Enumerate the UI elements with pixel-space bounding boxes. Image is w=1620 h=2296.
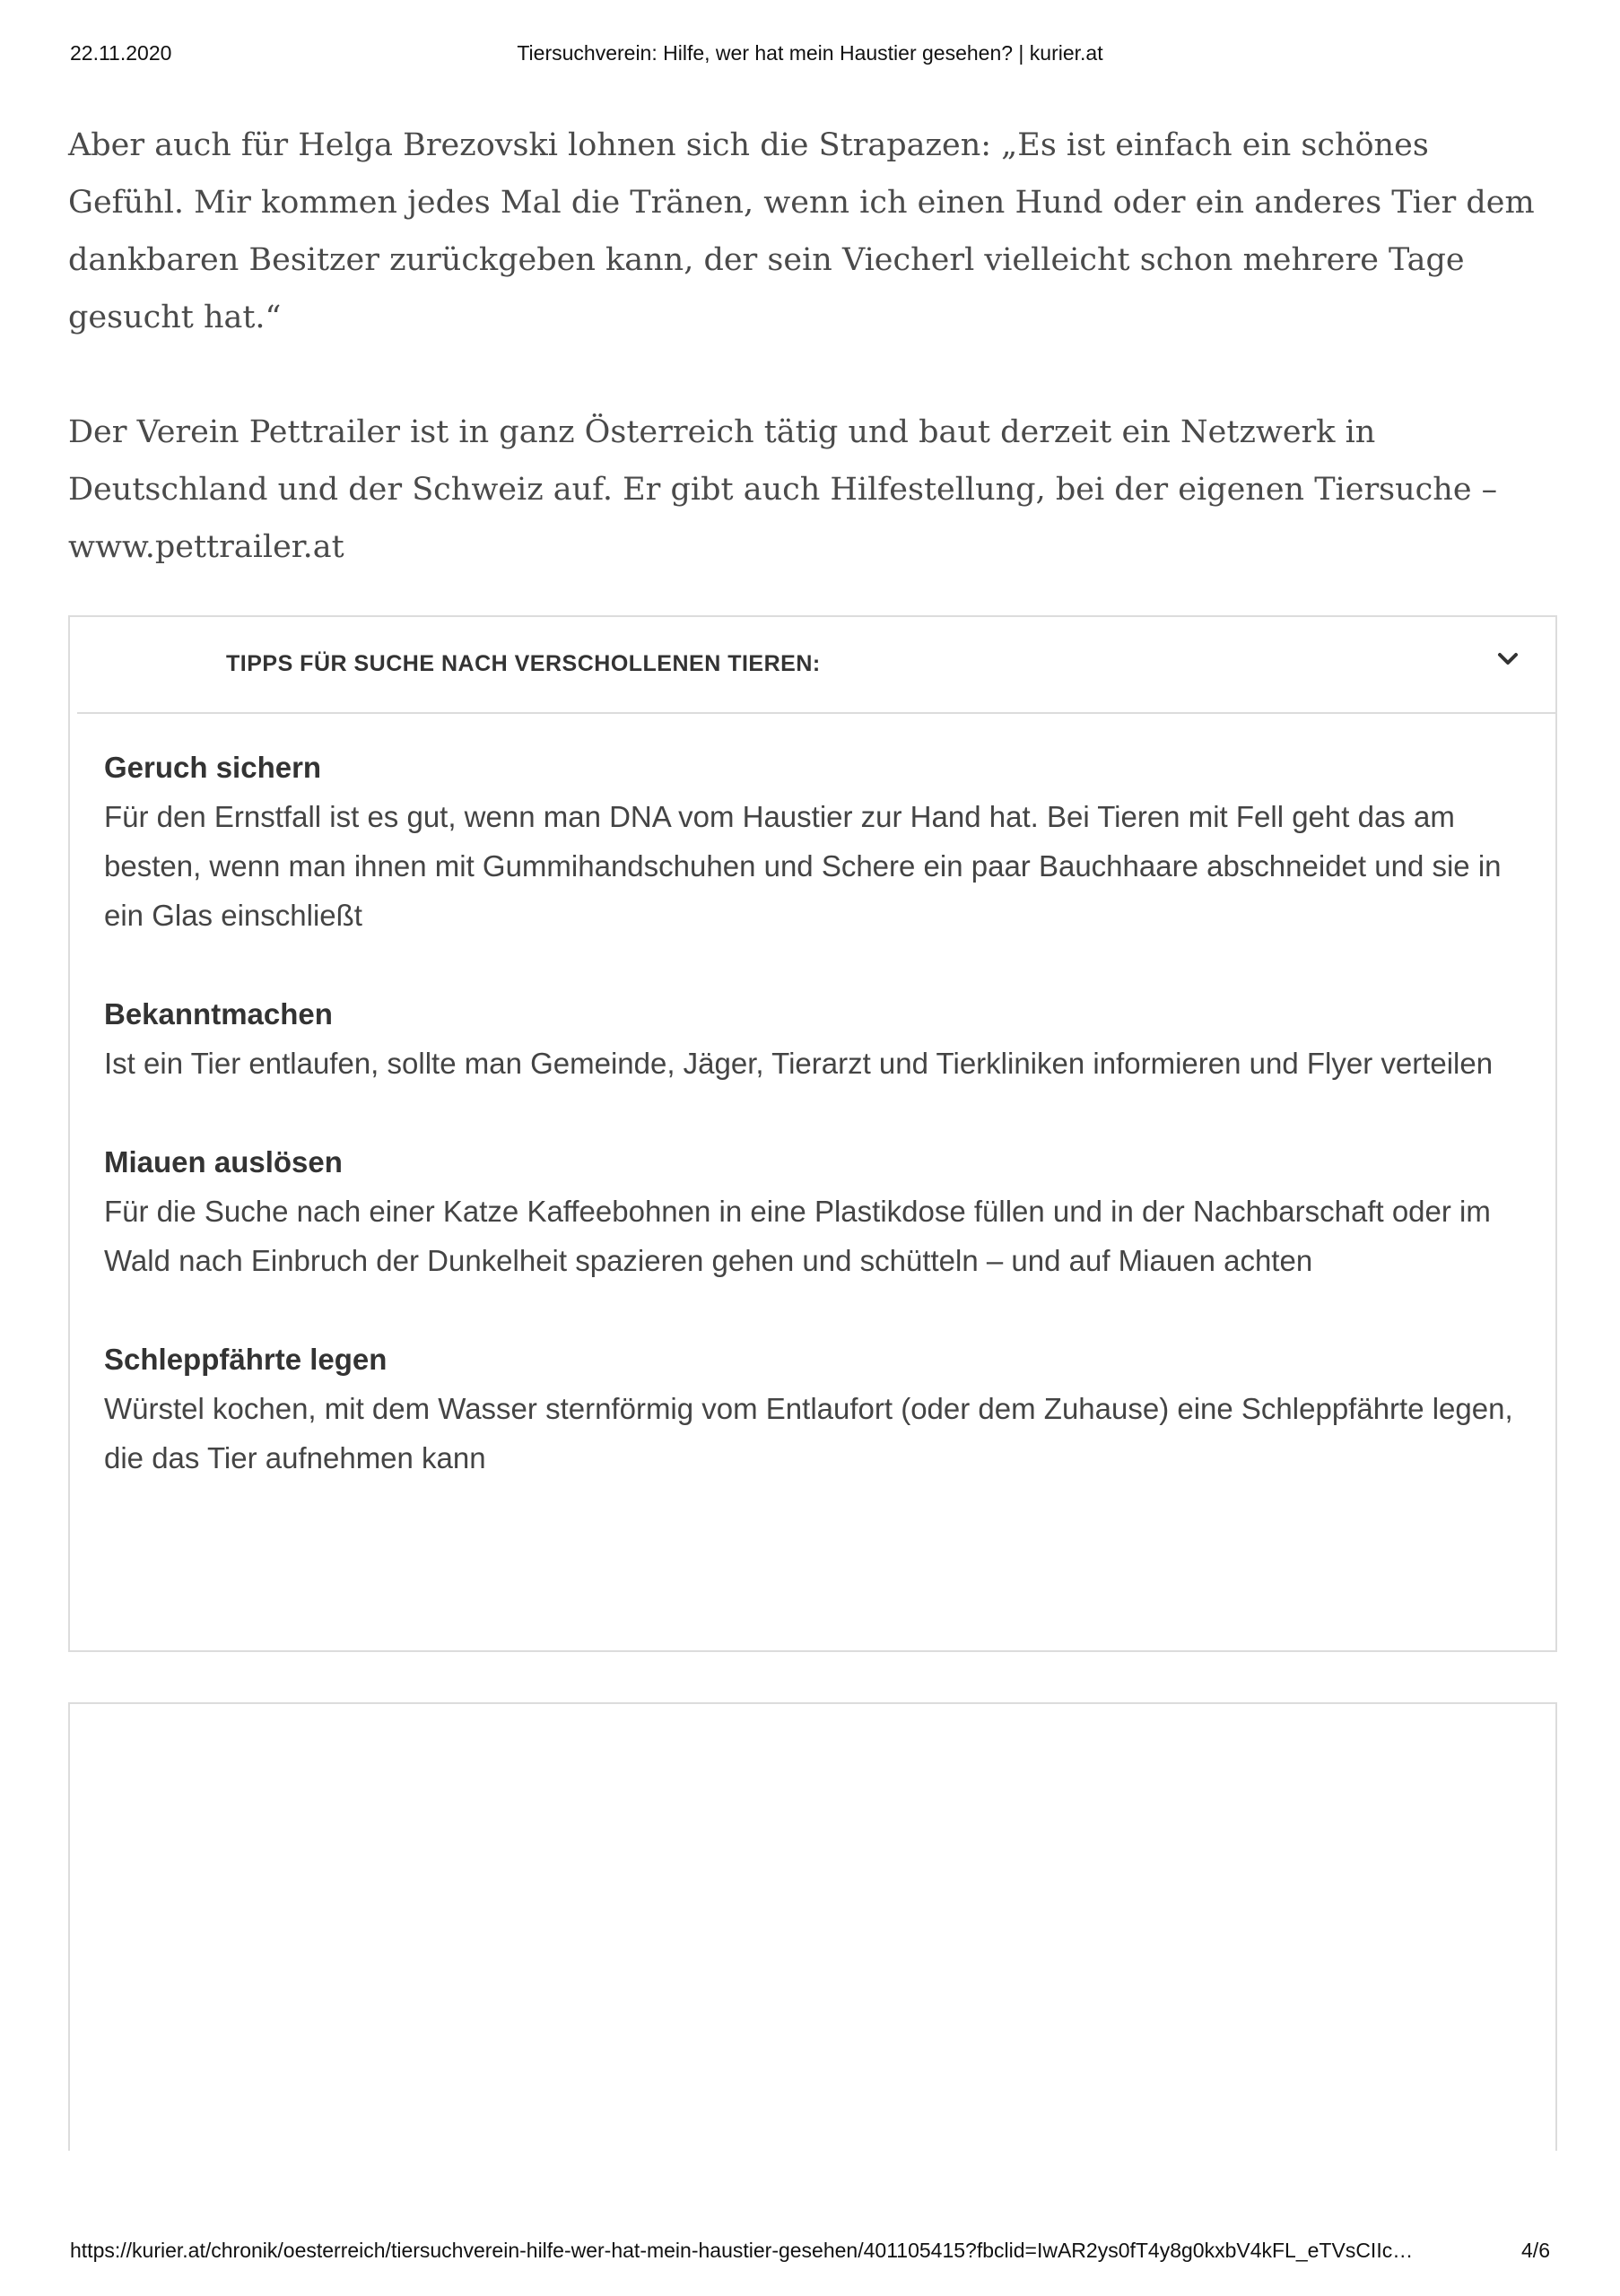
tip-heading: Bekanntmachen (104, 997, 333, 1031)
tip-item (104, 743, 1539, 940)
tip-heading: Schleppfährte legen (104, 1343, 388, 1376)
print-page-title: Tiersuchverein: Hilfe, wer hat mein Haustier gesehen? | kurier.at (517, 41, 1103, 65)
print-header (0, 41, 1620, 68)
tip-text: Ist ein Tier entlaufen, sollte man Gemeinde, Jäger, Tierarzt und Tierkliniken informieren und Flyer verteilen (104, 1047, 1494, 1080)
print-url: https://kurier.at/chronik/oesterreich/tiersuchverein-hilfe-wer-hat-mein-haustier-gesehen/401105415?fbclid=IwAR2ys0fT4y8g0kxbV4kFL_eTVsCIIc… (70, 2239, 1414, 2262)
tips-accordion-content (104, 743, 1539, 1532)
tips-accordion-header[interactable] (77, 617, 1555, 714)
tip-item (104, 1137, 1539, 1285)
tip-heading: Geruch sichern (104, 751, 322, 784)
tip-item (104, 989, 1539, 1088)
tip-heading: Miauen auslösen (104, 1145, 343, 1178)
tips-accordion-title: TIPPS FÜR SUCHE NACH VERSCHOLLENEN TIEREN: (226, 651, 821, 676)
article-paragraph: Aber auch für Helga Brezovski lohnen sich die Strapazen: „Es ist einfach ein schönes Gefühl. Mir kommen jedes Mal die Tränen, wenn ich einen Hund oder ein anderes Tier dem dankbaren Besitzer zurückgeben kann, der sein Viecherl vielleicht schon mehrere Tage gesucht hat.“ (68, 127, 1535, 335)
article-body (68, 117, 1557, 633)
tip-text: Für den Ernstfall ist es gut, wenn man DNA vom Haustier zur Hand hat. Bei Tieren mit Fell geht das am besten, wenn man ihnen mit Gummihandschuhen und Schere ein paar Bauchhaare abschneidet und sie in ein Glas einschließt (104, 800, 1502, 932)
tips-accordion (68, 615, 1557, 1652)
tip-text: Für die Suche nach einer Katze Kaffeebohnen in eine Plastikdose füllen und in der Nachbarschaft oder im Wald nach Einbruch der Dunkelheit spazieren gehen und schütteln – und auf Miauen achten (104, 1195, 1491, 1277)
empty-embed-frame (68, 1702, 1557, 2151)
tip-text: Würstel kochen, mit dem Wasser sternförmig vom Entlaufort (oder dem Zuhause) eine Schleppfährte legen, die das Tier aufnehmen kann (104, 1392, 1513, 1474)
tip-item (104, 1335, 1539, 1483)
print-date: 22.11.2020 (70, 41, 172, 65)
article-paragraph: Der Verein Pettrailer ist in ganz Österreich tätig und baut derzeit ein Netzwerk in Deutschland und der Schweiz auf. Er gibt auch Hilfestellung, bei der eigenen Tiersuche – www.pettrailer.at (68, 414, 1498, 565)
print-page-number: 4/6 (1521, 2239, 1550, 2262)
print-footer (0, 2239, 1620, 2266)
chevron-down-icon[interactable] (1494, 646, 1521, 673)
